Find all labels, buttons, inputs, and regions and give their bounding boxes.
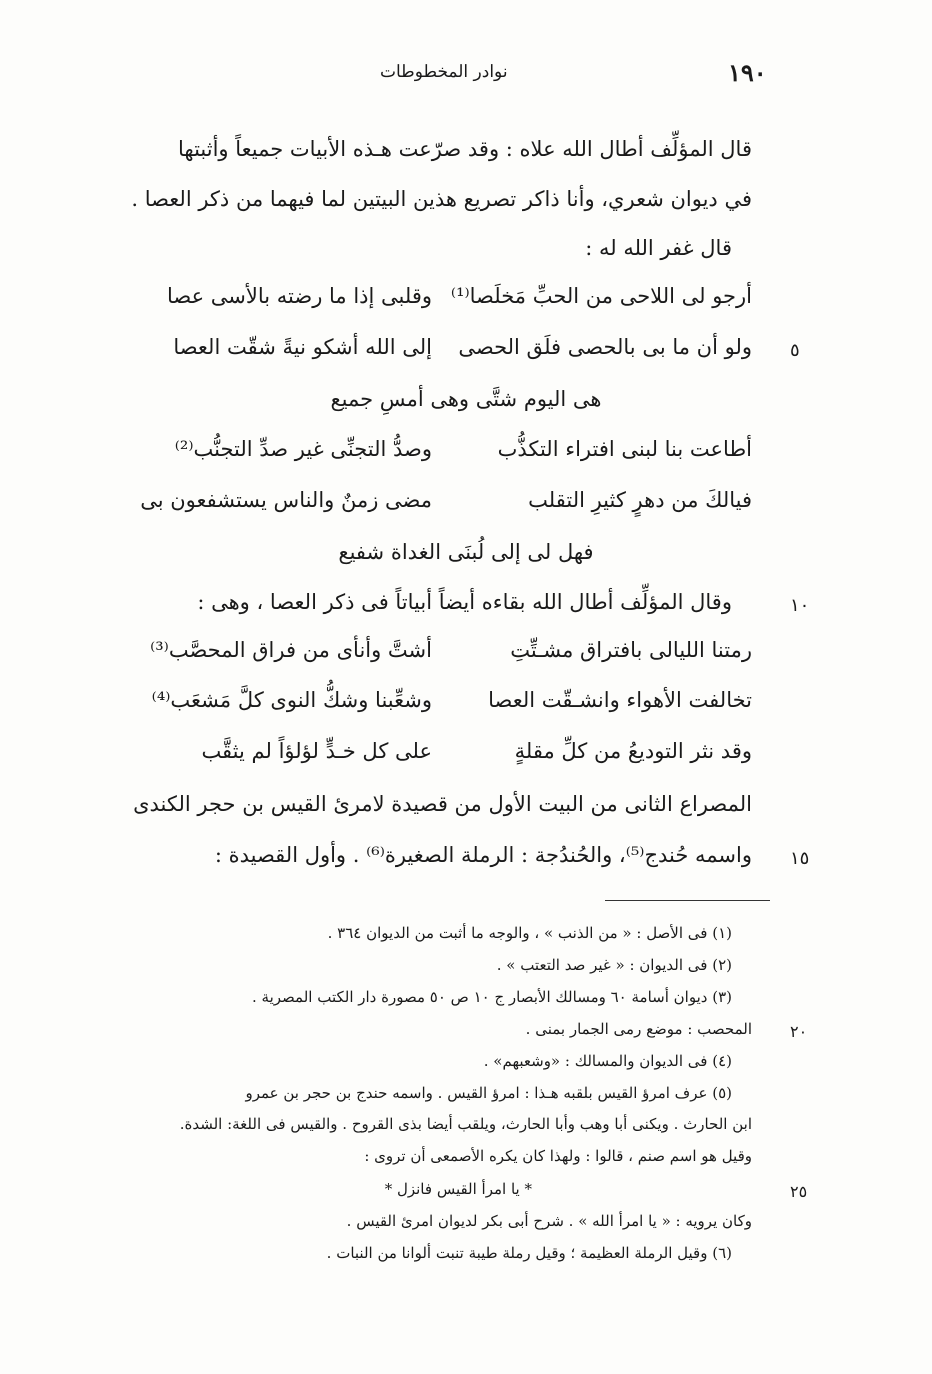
- verse-hemistich-right: أطاعت بنا لبنى افتراء التكذُّب: [497, 437, 752, 461]
- footnote: (٦) وقيل الرملة العظيمة ؛ وقيل رملة طيبة تنبت ألوانا من النبات .: [326, 1244, 732, 1262]
- footnote: ابن الحارث . ويكنى أبا وهب وأبا الحارث، ويلقب أيضا بذى القروح . والقيس فى اللغة: الشدة.: [179, 1115, 752, 1133]
- line-number: ٥: [790, 340, 800, 361]
- verse-hemistich-right: رمتنا الليالى بافتراق مشـتِّتِ: [510, 638, 752, 662]
- verse-refrain: فهل لى إلى لُبنَى الغداة شفيع: [338, 540, 594, 564]
- footnote: (٥) عرف امرؤ القيس بلقبه هـذا : امرؤ القيس . واسمه حندج بن حجر بن عمرو: [245, 1084, 732, 1102]
- verse-hemistich-right: وقد نثر التوديعُ من كلِّ مقلةٍ: [514, 739, 752, 763]
- footnote: (٤) فى الديوان والمسالك : «وشعبهم» .: [483, 1052, 732, 1070]
- body-line: واسمه حُندج⁽⁵⁾، والحُندُجة : الرملة الصغيرة⁽⁶⁾ . وأول القصيدة :: [214, 843, 752, 867]
- footnote: وقيل هو اسم صنم ، قالوا : ولهذا كان يكره الأصمعى أن تروى :: [364, 1147, 752, 1165]
- body-line: قال غفر الله له :: [585, 236, 732, 260]
- running-header: نوادر المخطوطات: [380, 62, 508, 82]
- verse-hemistich-right: تخالفت الأهواء وانشـقّت العصا: [488, 688, 752, 712]
- verse-hemistich-right: ولو أن ما بى بالحصى فلَق الحصى: [458, 335, 752, 359]
- footnote-separator: [605, 900, 770, 901]
- footnote: وكان يرويه : « يا امرأ الله » . شرح أبى بكر لديوان امرئ القيس .: [346, 1212, 752, 1230]
- verse-hemistich-right: فيالكَ من دهرٍ كثيرِ التقلب: [528, 488, 752, 512]
- verse-refrain: هى اليوم شتَّى وهى أمسِ جميع: [330, 387, 602, 411]
- body-line: في ديوان شعري، وأنا ذاكر تصريع هذين البيتين لما فيهما من ذكر العصا .: [131, 187, 752, 211]
- footnote: (١) فى الأصل : « من الذنب » ، والوجه ما أثبت من الديوان ٣٦٤ .: [327, 924, 732, 942]
- line-number: ١٠: [790, 595, 810, 616]
- footnote: (٣) ديوان أسامة ٦٠ ومسالك الأبصار ج ١٠ ص ٥٠ مصورة دار الكتب المصرية .: [252, 988, 732, 1006]
- verse-hemistich-left: أشتَّ وأنأى من فراق المحصَّب⁽³⁾: [150, 638, 432, 662]
- page-number: ١٩٠: [728, 58, 767, 87]
- body-line: وقال المؤلِّف أطال الله بقاءه أيضاً أبياتاً فى ذكر العصا ، وهى :: [197, 590, 732, 614]
- verse-hemistich-left: مضى زمنٌ والناس يستشفعون بى: [140, 488, 432, 512]
- verse-hemistich-left: على كل خـدٍّ لؤلؤاً لم يثقَّب: [201, 739, 432, 763]
- footnote-quote: * يا امرأ القيس فانزل *: [384, 1180, 532, 1198]
- verse-hemistich-left: وصدُّ التجنِّى غير صدِّ التجنُّب⁽²⁾: [174, 437, 432, 461]
- footnote-line-number: ٢٥: [790, 1182, 808, 1201]
- body-line: قال المؤلِّف أطال الله علاه : وقد صرّعت هـذه الأبيات جميعاً وأثبتها: [177, 137, 752, 161]
- line-number: ١٥: [790, 848, 810, 869]
- footnote-line-number: ٢٠: [790, 1022, 808, 1041]
- footnote: (٢) فى الديوان : « غير صد التعتب » .: [496, 956, 732, 974]
- footnote: المحصب : موضع رمى الجمار بمنى .: [525, 1020, 752, 1038]
- verse-hemistich-left: إلى الله أشكو نيةً شقّت العصا: [173, 335, 432, 359]
- body-line: المصراع الثانى من البيت الأول من قصيدة لامرئ القيس بن حجر الكندى: [133, 792, 752, 816]
- verse-hemistich-left: وقلبى إذا ما رضته بالأسى عصا: [166, 284, 432, 308]
- verse-hemistich-right: أرجو لى اللاحى من الحبِّ مَخلَصا⁽¹⁾: [450, 284, 752, 308]
- verse-hemistich-left: وشعِّبنا وشكُّ النوى كلَّ مَشعَب⁽⁴⁾: [151, 688, 432, 712]
